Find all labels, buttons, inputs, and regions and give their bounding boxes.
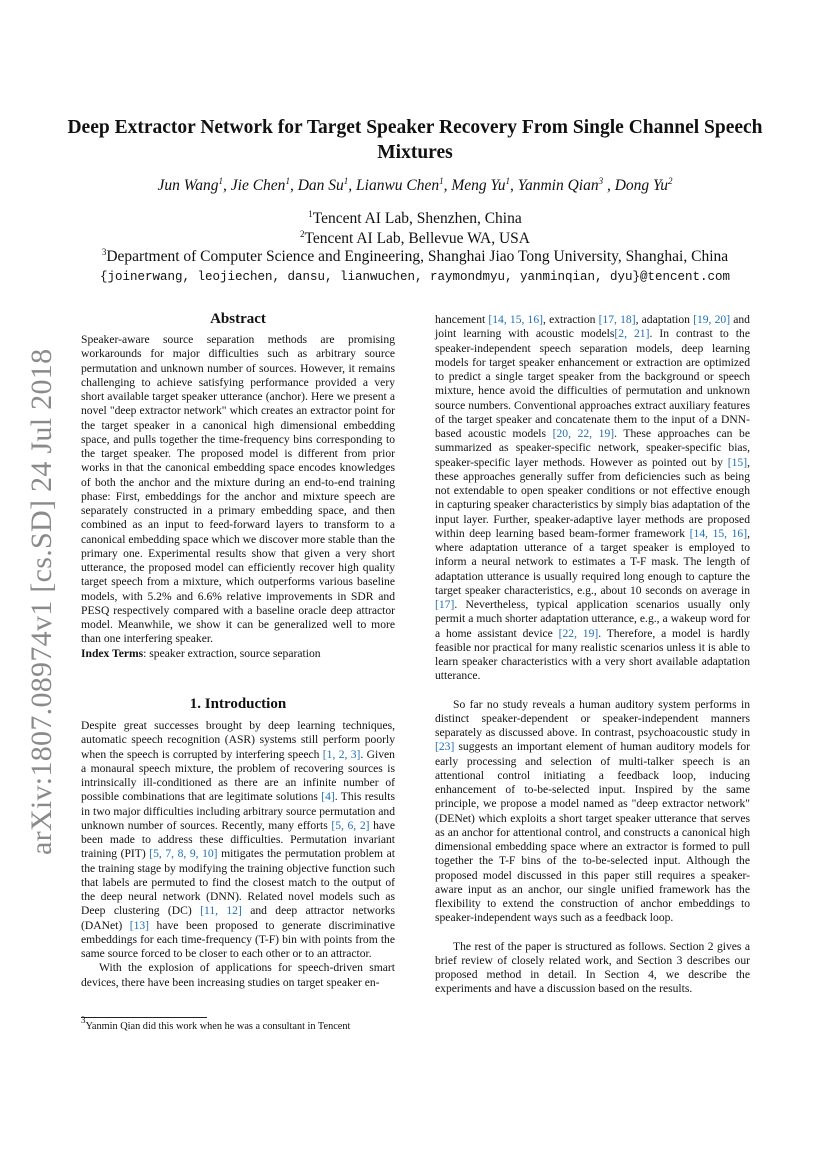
index-terms: Index Terms: speaker extraction, source separation	[81, 646, 321, 660]
citation-link[interactable]: [5, 6, 2]	[331, 818, 370, 832]
intro-paragraph: Despite great successes brought by deep learning techniques, automatic speech recognition (ASR) systems still perform poorly when the speech is corrupted by interfering speech [1, 2, 3]. Given a monaural speech mixture, the problem of recovering sources is intrinsically ill-conditioned as there are an infinite number of possible combinations that are legitimate solutions [4]. This results in two major difficulties including arbitrary source permutation and unknown number of sources. Recently, many efforts [5, 6, 2] have been made to address these difficulties. Permutation invariant training (PIT) [5, 7, 8, 9, 10] mitigates the permutation problem at the training stage by modifying the training objective function such that labels are permuted to find the closest match to the output of the deep neural network (DNN). Related novel models such as Deep clustering (DC) [11, 12] and deep attractor networks (DANet) [13] have been proposed to generate discriminative embeddings for each time-frequency (T-F) bin with points from the same source forced to be closer to each other or to an attractor.	[81, 719, 396, 960]
abstract-body: Speaker-aware source separation methods are promising workarounds for major difficulties such as arbitrary source permutation and unknown number of sources. However, it remains challenging to achieve satisfying performance provided a very short available target speaker utterance (anchor). Here we present a novel "deep extractor network" which creates an extractor point for the target speaker in a canonical high dimensional embedding space, and pulls together the time-frequency bins corresponding to the target speaker. The proposed model is different from prior works in that the canonical embedding space encodes knowledges of both the anchor and the mixture during an end-to-end training phase: First, embeddings for the anchor and mixture speech are separately constructed in a primary embedding space, and then combined as an input to feed-forward layers to transform to a canonical embedding space which we discover more stable than the primary one. Experimental results show that given a very short utterance, the proposed model can efficiently recover high quality target speech from a mixture, which outperforms various baseline models, with 5.2% and 6.6% relative improvements in SDR and PESQ respectively compared with a baseline oracle deep attractor model. Meanwhile, we show it can be generalized well to more than one interfering speaker.	[81, 333, 395, 646]
citation-link[interactable]: [22, 19]	[558, 626, 599, 640]
author: Dan Su	[297, 177, 344, 194]
body-paragraph: So far no study reveals a human auditory system performs in distinct speaker-dependent or speaker-independent manners separately as discussed above. In contrast, psychoacoustic study in [23] suggests an important element of human auditory models for early processing and selection of multi-talker speech is an attentional control initiating a feedback loop, inducing enhancement of to-be-selected input. Inspired by the same principle, we propose a model named as "deep extractor network" (DENet) which exploits a short target speaker utterance that serves as an anchor for attentional control, and constructs a canonical high dimensional embedding space where an extractor is formed to pull together the T-F bins of the to-be-selected input. Although the proposed model discussed in this paper still requires a speaker-aware input as an anchor, our single unified framework has the flexibility to extend the construction of anchor embeddings to speaker-independent ways such as a feedback loop.	[435, 697, 750, 925]
citation-link[interactable]: [15]	[727, 455, 748, 469]
citation-link[interactable]: [2, 21]	[614, 327, 650, 341]
author: Dong Yu	[614, 177, 668, 194]
arxiv-stamp: arXiv:1807.08974v1 [cs.SD] 24 Jul 2018	[25, 348, 58, 855]
citation-link[interactable]: [1, 2, 3]	[322, 747, 361, 761]
introduction-heading: 1. Introduction	[189, 696, 287, 712]
author-emails: {joinerwang, leojiechen, dansu, lianwuchen, raymondmyu, yanminqian, dyu}@tencent.com	[99, 270, 731, 284]
left-column-top	[81, 333, 395, 661]
citation-link[interactable]: [13]	[129, 918, 150, 932]
right-column	[435, 313, 750, 997]
paper-title: Deep Extractor Network for Target Speaker Recovery From Single Channel Speech Mixtures	[67, 117, 763, 163]
citation-link[interactable]: [14, 15, 16]	[488, 313, 544, 326]
intro-paragraph: With the explosion of applications for speech-driven smart devices, there have been increasing studies on target speaker en-	[81, 961, 395, 989]
citation-link[interactable]: [17]	[435, 598, 455, 611]
left-column-intro	[81, 719, 395, 990]
body-paragraph: hancement [14, 15, 16], extraction [17, 18], adaptation [19, 20] and joint learning with acoustic models[2, 21]. In contrast to the speaker-independent speech separation models, deep learning models for target speaker enhancement or extraction are optimized to predict a single target speaker from the background or speech mixture, hence avoid the difficulties of permutation and unknown source numbers. Conventional approaches extract auxiliary features of the target speaker and concatenate them to the input of a DNN-based acoustic models [20, 22, 19]. These approaches can be summarized as speaker-specific network, speaker-specific bias, speaker-specific layer methods. However as pointed out by [15], these approaches generally suffer from deficiencies such as being not extendable to open speaker conditions or not effective enough in capturing speaker characteristics by simply bias adaptation of the input layer. Further, speaker-adaptive layer methods are proposed within deep learning based beam-former framework [14, 15, 16], where adaptation utterance of a target speaker is employed to inform a neural network to estimates a T-F mask. The length of adaptation utterance is usually required long enough to capture the target speaker characteristics, e.g., about 10 seconds on average in [17]. Nevertheless, typical application scenarios usually only permit a much shorter adaptation utterance, e.g., a wakeup word for a home assistant device [22, 19]. Therefore, a model is hardly feasible nor practical for many realistic scenarios unless it is able to learn speaker characteristics with a very short available adaptation utterance.	[435, 313, 750, 683]
author: Yanmin Qian	[517, 177, 599, 194]
citation-link[interactable]: [19, 20]	[693, 313, 731, 326]
citation-link[interactable]: [5, 7, 8, 9, 10]	[149, 847, 218, 861]
footnote-rule	[81, 1017, 207, 1018]
author-list: Jun Wang$^1$, Jie Chen$^1$, Dan Su$^1$, Lianwu Chen$^1$, Meng Yu$^1$, Yanmin Qian$^3$ , Dong Yu$^2$	[157, 176, 673, 194]
author: Jie Chen	[230, 177, 286, 194]
citation-link[interactable]: [20, 22, 19]	[552, 427, 615, 440]
citation-link[interactable]: [11, 12]	[200, 904, 242, 918]
author: Jun Wang	[157, 177, 219, 194]
author: Meng Yu	[451, 177, 506, 194]
citation-link[interactable]: [4]	[321, 790, 335, 804]
affiliation: $^1$Tencent AI Lab, Shenzhen, China	[308, 209, 522, 227]
author: Lianwu Chen	[356, 177, 440, 194]
citation-link[interactable]: [14, 15, 16]	[689, 526, 748, 540]
citation-link[interactable]: [17, 18]	[598, 313, 636, 326]
affiliation: $^3$Department of Computer Science and Engineering, Shanghai Jiao Tong University, Shanghai, China	[101, 247, 729, 265]
abstract-heading: Abstract	[210, 311, 266, 327]
body-paragraph: The rest of the paper is structured as follows. Section 2 gives a brief review of closely related work, and Section 3 describes our proposed method in detail. In Section 4, we describe the experiments and have a discussion based on the results.	[435, 939, 750, 996]
citation-link[interactable]: [23]	[435, 740, 455, 754]
footnote: $^3$Yanmin Qian did this work when he was a consultant in Tencent	[81, 1015, 351, 1032]
affiliation: $^2$Tencent AI Lab, Bellevue WA, USA	[300, 229, 530, 247]
